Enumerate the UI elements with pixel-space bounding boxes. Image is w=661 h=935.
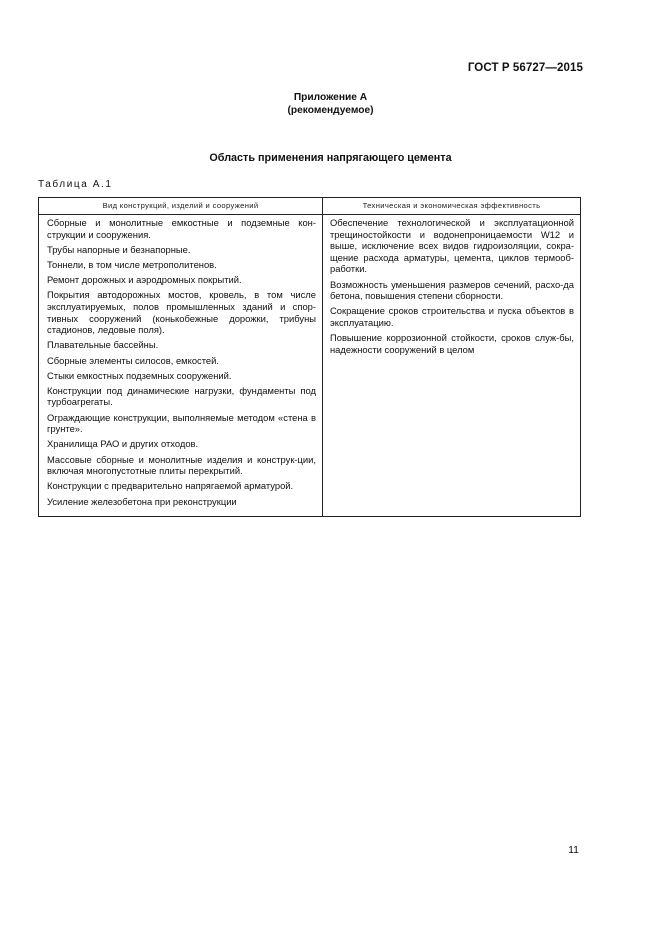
construction-types-cell (47, 217, 316, 511)
list-item: Ремонт дорожных и аэродромных покрытий. (47, 274, 242, 286)
section-title: Область применения напрягающего цемента (209, 152, 452, 164)
application-table (38, 197, 581, 517)
table-header-row (39, 198, 580, 215)
list-item: Конструкции под динамические нагрузки, фундаменты под турбоагрегаты. (47, 384, 316, 408)
list-item: Покрытия автодорожных мостов, кровель, в том числе эксплуатируемых, полов промышленных зданий и спор-тивных сооружений (конькобежные дорожки, трибуны стадионов, ледовые поля). (47, 289, 316, 336)
list-item: Трубы напорные и безнапорные. (47, 243, 191, 255)
list-item: Сборные и монолитные емкостные и подземные кон-струкции и сооружения. (47, 217, 316, 240)
standard-code: ГОСТ Р 56727—2015 (467, 62, 583, 74)
annex-status: (рекомендуемое) (287, 105, 374, 116)
list-item: Ограждающие конструкции, выполняемые методом «стена в грунте». (47, 411, 316, 435)
list-item: Возможность уменьшения размеров сечений, расхо-да бетона, повышения степени сборности. (330, 278, 574, 302)
list-item: Плавательные бассейны. (47, 339, 159, 351)
annex-title: Приложение А (293, 92, 368, 103)
column-divider (322, 198, 323, 516)
list-item: Тоннели, в том числе метрополитенов. (47, 258, 217, 270)
list-item: Сборные элементы силосов, емкостей. (47, 354, 219, 366)
column-header-efficiency: Техническая и экономическая эффективность (362, 201, 541, 210)
list-item: Сокращение сроков строительства и пуска объектов в эксплуатацию. (330, 305, 574, 328)
list-item: Хранилища РАО и других отходов. (47, 438, 199, 450)
list-item: Повышение коррозионной стойкости, сроков служ-бы, надежности сооружений в целом (330, 332, 574, 355)
list-item: Обеспечение технологической и эксплуатационной трещиностойкости и водонепроницаемости W12 и выше, исключение всех видов гидроизоляции, сокра-щение расхода арматуры, цемента, циклов термооб-работки. (330, 217, 574, 275)
list-item: Стыки емкостных подземных сооружений. (47, 369, 232, 381)
efficiency-cell (330, 217, 574, 359)
page-number: 11 (568, 844, 579, 856)
table-caption: Таблица А.1 (38, 179, 113, 190)
list-item: Усиление железобетона при реконструкции (47, 495, 237, 507)
column-header-construction-types: Вид конструкций, изделий и сооружений (102, 201, 259, 210)
list-item: Массовые сборные и монолитные изделия и конструк-ции, включая многопустотные плиты перекрытий. (47, 453, 316, 477)
list-item: Конструкции с предварительно напрягаемой арматурой. (47, 480, 294, 492)
